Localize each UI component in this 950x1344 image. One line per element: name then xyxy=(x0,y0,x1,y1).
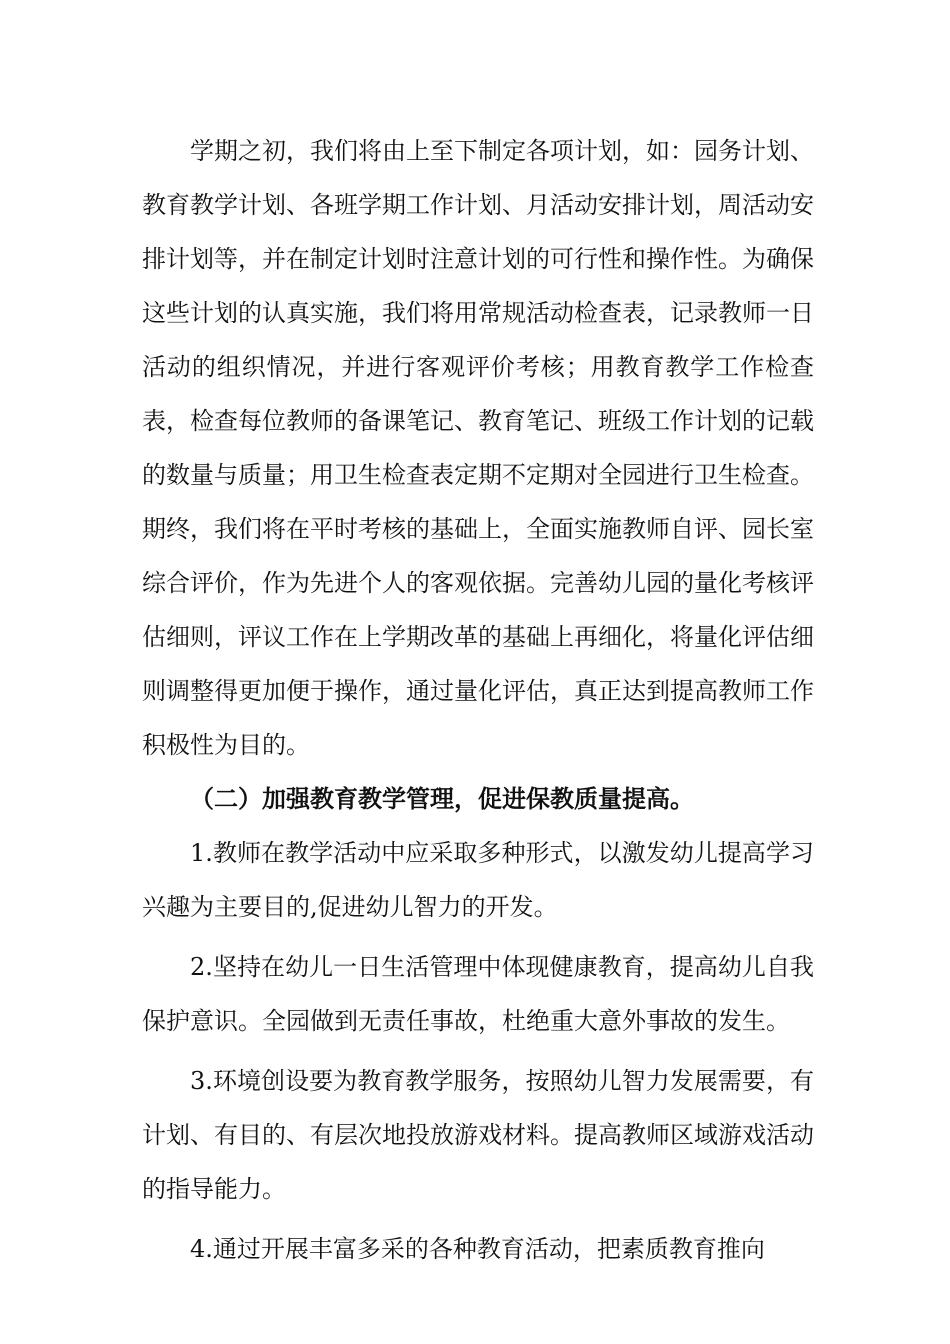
list-item: 2.坚持在幼儿一日生活管理中体现健康教育，提高幼儿自我保护意识。全园做到无责任事故，杜绝重大意外事故的发生。 xyxy=(142,953,814,1035)
section-heading: （二）加强教育教学管理，促进保教质量提高。 xyxy=(190,784,694,813)
list-item: 1.教师在教学活动中应采取多种形式，以激发幼儿提高学习兴趣为主要目的,促进幼儿智力的开发。 xyxy=(142,839,814,921)
document-body xyxy=(142,124,814,1276)
list-item: 3.环境创设要为教育教学服务，按照幼儿智力发展需要，有计划、有目的、有层次地投放游戏材料。提高教师区域游戏活动的指导能力。 xyxy=(142,1067,814,1203)
list-item: 4.通过开展丰富多采的各种教育活动，把素质教育推向 xyxy=(190,1235,765,1263)
paragraph-planning: 学期之初，我们将由上至下制定各项计划，如：园务计划、教育教学计划、各班学期工作计划、月活动安排计划，周活动安排计划等，并在制定计划时注意计划的可行性和操作性。为确保这些计划的认真实施，我们将用常规活动检查表，记录教师一日活动的组织情况，并进行客观评价考核；用教育教学工作检查表，检查每位教师的备课笔记、教育笔记、班级工作计划的记载的数量与质量；用卫生检查表定期不定期对全园进行卫生检查。期终，我们将在平时考核的基础上，全面实施教师自评、园长室综合评价，作为先进个人的客观依据。完善幼儿园的量化考核评估细则，评议工作在上学期改革的基础上再细化，将量化评估细则调整得更加便于操作，通过量化评估，真正达到提高教师工作积极性为目的。 xyxy=(142,137,814,759)
